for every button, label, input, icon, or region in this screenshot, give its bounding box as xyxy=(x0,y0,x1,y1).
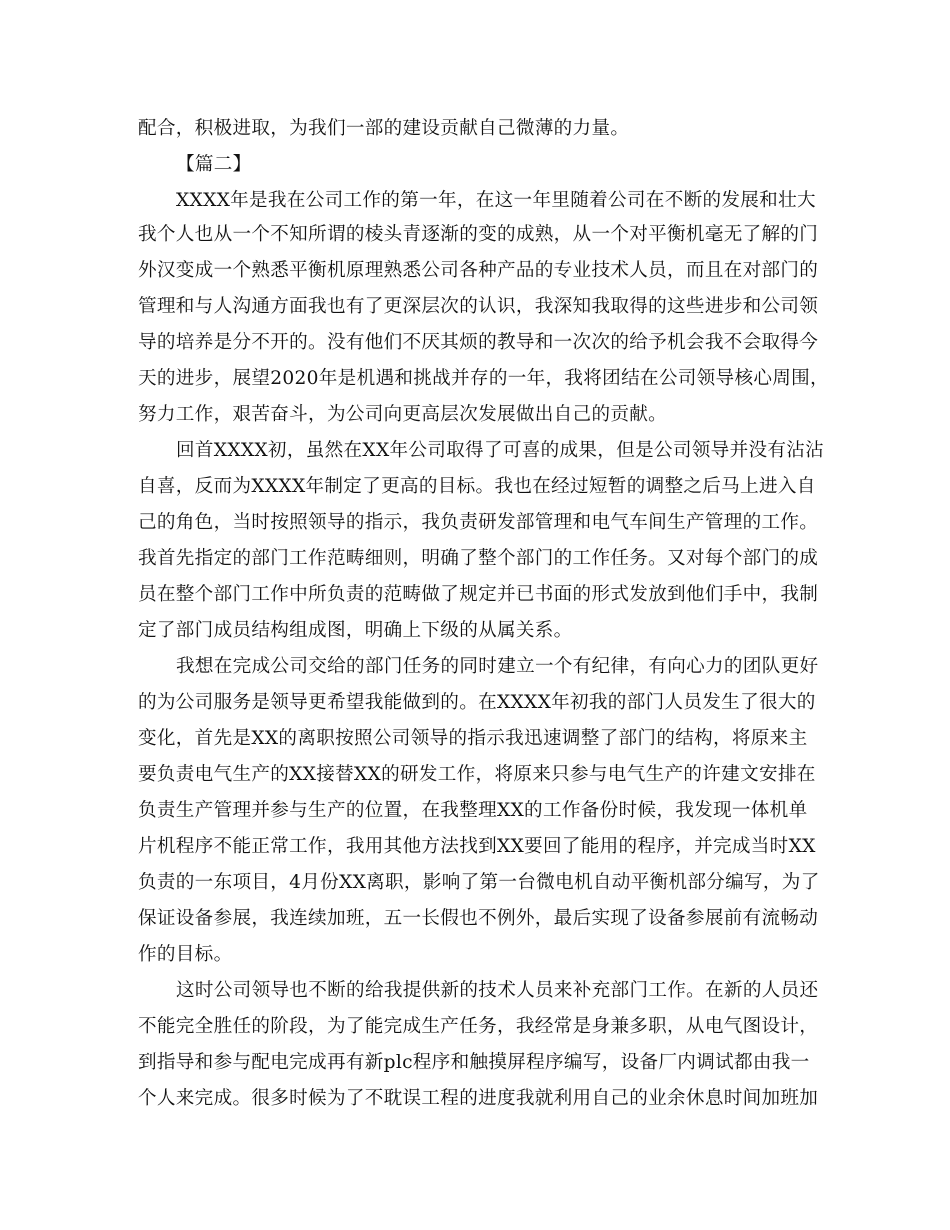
text-line: 的为公司服务是领导更希望我能做到的。在XXXX年初我的部门人员发生了很大的 xyxy=(138,692,816,713)
text-line: 要负责电气生产的XX接替XX的研发工作，将原来只参与电气生产的许建文安排在 xyxy=(138,764,816,785)
section-heading: 【篇二】 xyxy=(176,154,252,175)
text-line: 努力工作，艰苦奋斗，为公司向更高层次发展做出自己的贡献。 xyxy=(138,404,668,425)
text-line: 外汉变成一个熟悉平衡机原理熟悉公司各种产品的专业技术人员，而且在对部门的 xyxy=(138,260,819,281)
text-line: 保证设备参展，我连续加班，五一长假也不例外，最后实现了设备参展前有流畅动 xyxy=(138,908,819,929)
text-line: 回首XXXX初，虽然在XX年公司取得了可喜的成果，但是公司领导并没有沾沾 xyxy=(176,440,825,461)
text-line: 片机程序不能正常工作，我用其他方法找到XX要回了能用的程序，并完成当时XX xyxy=(138,836,816,857)
text-line: 管理和与人沟通方面我也有了更深层次的认识，我深知我取得的这些进步和公司领 xyxy=(138,296,819,317)
text-line: 导的培养是分不开的。没有他们不厌其烦的教导和一次次的给予机会我不会取得今 xyxy=(138,332,819,353)
text-line: 我个人也从一个不知所谓的棱头青逐渐的变的成熟，从一个对平衡机毫无了解的门 xyxy=(138,224,819,245)
text-line: 天的进步，展望2020年是机遇和挑战并存的一年，我将团结在公司领导核心周围， xyxy=(138,368,829,389)
text-line: 配合，积极进取，为我们一部的建设贡献自己微薄的力量。 xyxy=(138,118,630,139)
text-line: 负责的一东项目，4月份XX离职，影响了第一台微电机自动平衡机部分编写，为了 xyxy=(138,872,820,893)
text-line: 到指导和参与配电完成再有新plc程序和触摸屏程序编写，设备厂内调试都由我一 xyxy=(138,1052,810,1073)
text-line: 员在整个部门工作中所负责的范畴做了规定并已书面的形式发放到他们手中，我制 xyxy=(138,584,819,605)
text-line: 己的角色，当时按照领导的指示，我负责研发部管理和电气车间生产管理的工作。 xyxy=(138,512,819,533)
text-line: 我想在完成公司交给的部门任务的同时建立一个有纪律，有向心力的团队更好 xyxy=(176,656,819,677)
text-line: 变化，首先是XX的离职按照公司领导的指示我迅速调整了部门的结构，将原来主 xyxy=(138,728,808,749)
text-line: 不能完全胜任的阶段，为了能完成生产任务，我经常是身兼多职，从电气图设计， xyxy=(138,1016,819,1037)
text-line: 个人来完成。很多时候为了不耽误工程的进度我就利用自己的业余休息时间加班加 xyxy=(138,1088,819,1109)
text-line: 自喜，反而为XXXX年制定了更高的目标。我也在经过短暂的调整之后马上进入自 xyxy=(138,476,816,497)
text-line: 这时公司领导也不断的给我提供新的技术人员来补充部门工作。在新的人员还 xyxy=(176,980,819,1001)
text-line: XXXX年是我在公司工作的第一年，在这一年里随着公司在不断的发展和壮大 xyxy=(176,190,816,211)
text-line: 作的目标。 xyxy=(138,944,233,965)
text-line: 我首先指定的部门工作范畴细则，明确了整个部门的工作任务。又对每个部门的成 xyxy=(138,548,819,569)
text-line: 定了部门成员结构组成图，明确上下级的从属关系。 xyxy=(138,620,573,641)
text-line: 负责生产管理并参与生产的位置，在我整理XX的工作备份时候，我发现一体机单 xyxy=(138,800,808,821)
